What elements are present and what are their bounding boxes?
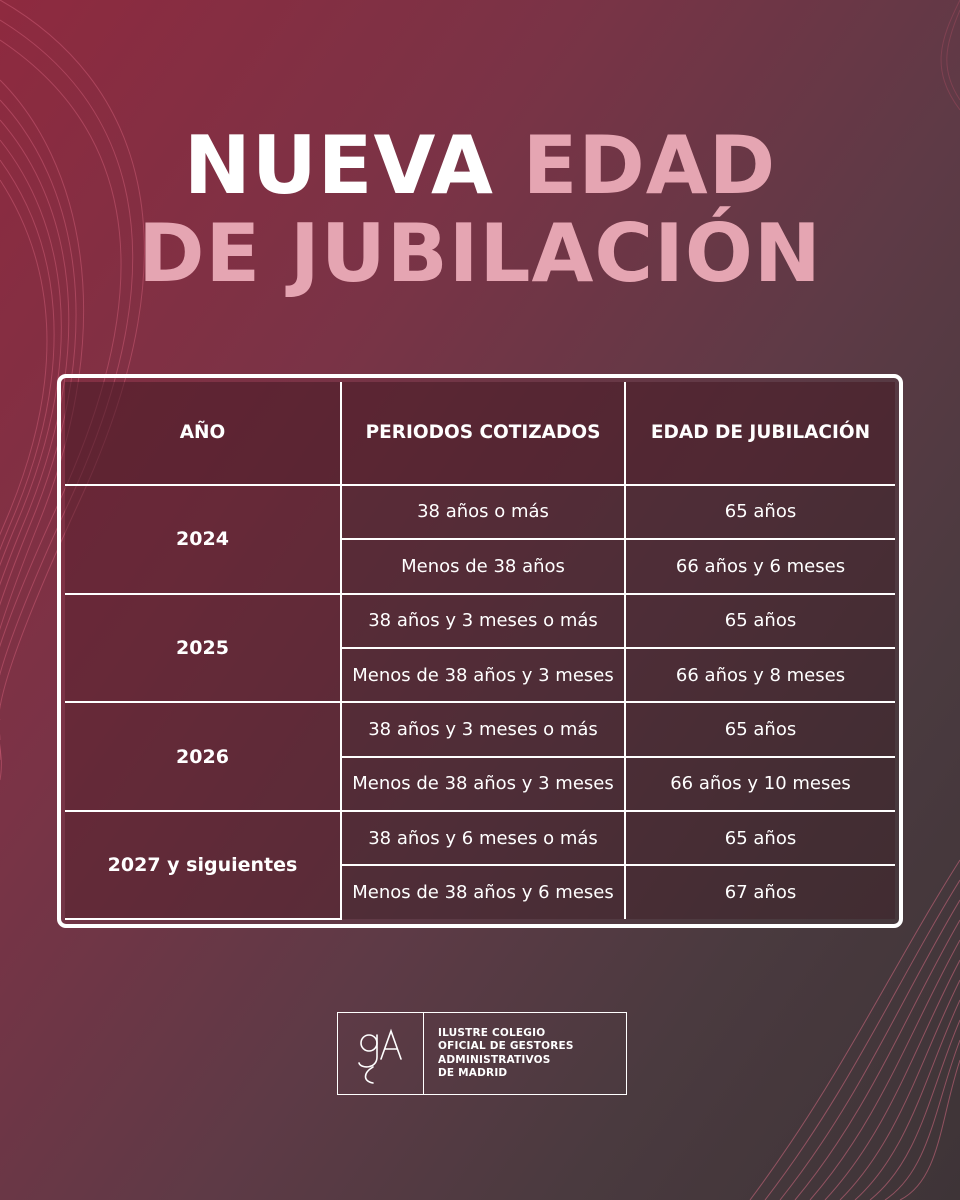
title-word-nueva: NUEVA	[183, 119, 494, 212]
header-periods: PERIODOS COTIZADOS	[341, 382, 625, 485]
title-word-edad: EDAD	[522, 119, 777, 212]
age-cell: 66 años y 6 meses	[625, 539, 895, 593]
logo-text-line: DE MADRID	[438, 1067, 508, 1079]
table-row	[65, 811, 895, 865]
header-year: AÑO	[65, 382, 341, 485]
age-cell: 65 años	[625, 594, 895, 648]
age-cell: 66 años y 8 meses	[625, 648, 895, 702]
period-cell: 38 años o más	[341, 485, 625, 539]
year-cell: 2025	[65, 594, 341, 703]
logo-text-line: ADMINISTRATIVOS	[438, 1053, 551, 1066]
period-cell: Menos de 38 años y 3 meses	[341, 648, 625, 702]
table-header-row	[65, 382, 895, 485]
age-cell: 65 años	[625, 811, 895, 865]
header-retirement-age: EDAD DE JUBILACIÓN	[625, 382, 895, 485]
logo-text	[424, 1013, 626, 1094]
year-cell: 2027 y siguientes	[65, 811, 341, 919]
period-cell: 38 años y 3 meses o más	[341, 702, 625, 756]
period-cell: Menos de 38 años y 6 meses	[341, 865, 625, 919]
period-cell: 38 años y 6 meses o más	[341, 811, 625, 865]
retirement-age-table	[65, 382, 895, 920]
page-title	[0, 119, 960, 300]
period-cell: Menos de 38 años	[341, 539, 625, 593]
age-cell: 66 años y 10 meses	[625, 757, 895, 811]
logo-monogram-icon	[351, 1019, 411, 1089]
table-row	[65, 702, 895, 756]
table-row	[65, 485, 895, 539]
age-cell: 65 años	[625, 485, 895, 539]
logo-text-line: OFICIAL DE GESTORES	[438, 1040, 574, 1052]
colegio-logo	[337, 1012, 627, 1095]
age-cell: 65 años	[625, 702, 895, 756]
title-line-jubilacion: DE JUBILACIÓN	[138, 207, 822, 300]
period-cell: Menos de 38 años y 3 meses	[341, 757, 625, 811]
age-cell: 67 años	[625, 865, 895, 919]
table-row	[65, 594, 895, 648]
logo-text-line: ILUSTRE COLEGIO	[438, 1026, 546, 1039]
retirement-age-table-frame	[57, 374, 903, 928]
period-cell: 38 años y 3 meses o más	[341, 594, 625, 648]
logo-monogram	[338, 1013, 424, 1094]
year-cell: 2026	[65, 702, 341, 811]
year-cell: 2024	[65, 485, 341, 594]
